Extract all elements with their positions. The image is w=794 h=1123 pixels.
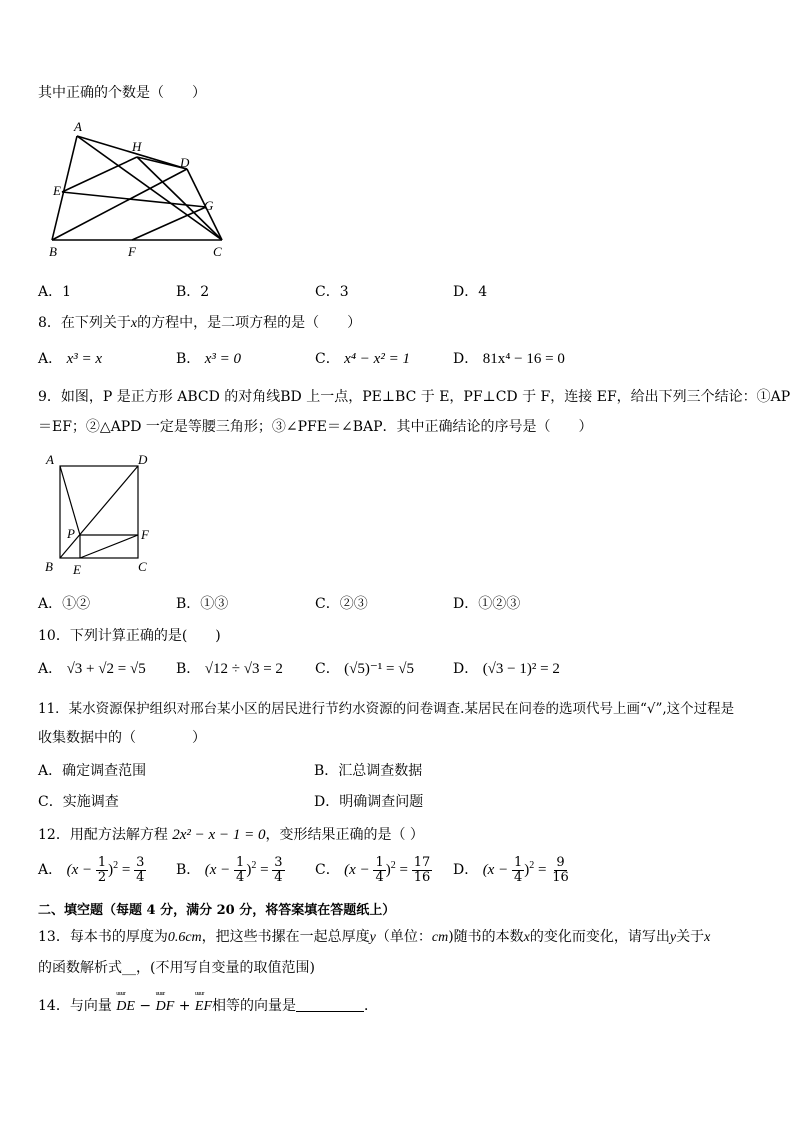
q10-option-d: D． (√3 − 1)² = 2 <box>453 661 560 677</box>
question-14: 14．与向量 uuur DE − uuur DF + uuur EF相等的向量是 ． <box>38 995 378 1015</box>
fig1-label-A: A <box>74 119 82 134</box>
q9-option-c: C．②③ <box>315 596 368 612</box>
vector-ef: uuur EF <box>195 999 212 1015</box>
q12-option-a: A． (x − $\frac{1}{2}$ )$^2$ = $\frac{3}{4}$ <box>38 855 145 885</box>
question-9-line2: ＝EF；②△APD 一定是等腰三角形；③∠PFE＝∠BAP．其中正确结论的序号是（ ） <box>38 419 593 435</box>
fig2-label-A: A <box>46 452 54 467</box>
fig2-label-C: C <box>138 559 147 574</box>
fig1-label-F: F <box>128 244 136 259</box>
q8-stem-pre: 8．在下列关于 <box>38 315 131 331</box>
vector-df: uuur DF <box>156 999 175 1015</box>
q11-option-b: B．汇总调查数据 <box>314 763 423 779</box>
option-c: C．3 <box>315 284 349 300</box>
question-11-line2: 收集数据中的（ ） <box>38 730 206 746</box>
q9-option-d: D．①②③ <box>453 596 521 612</box>
fig2-label-E: E <box>73 562 81 577</box>
fig2-label-F: F <box>141 527 149 542</box>
fig2-label-D: D <box>138 452 148 467</box>
option-a: A．1 <box>38 284 72 300</box>
q10-option-a: A． √3 + √2 = √5 <box>38 661 146 677</box>
q8-option-c: C． x⁴ − x² = 1 <box>315 351 410 367</box>
q12-option-c: C． (x − $\frac{1}{4}$ )$^2$ = $\frac{17}{16}$ <box>315 855 431 885</box>
answer-blank[interactable] <box>296 997 364 1012</box>
q12-option-d: D． (x − $\frac{1}{4}$ )$^2$ = $\frac{9}{16}$ <box>453 855 569 885</box>
fig1-label-G: G <box>204 198 214 213</box>
q10-option-b: B． √12 ÷ √3 = 2 <box>176 661 283 677</box>
q11-option-d: D．明确调查问题 <box>314 794 424 810</box>
q8-option-a: A． x³ = x <box>38 351 103 367</box>
q8-option-d: D． 81x⁴ − 16 = 0 <box>453 351 565 367</box>
q8-option-b: B． x³ = 0 <box>176 351 242 367</box>
fig1-label-C: C <box>213 244 222 259</box>
question-8-stem <box>38 312 361 332</box>
fig1-label-B: B <box>49 244 57 259</box>
fig1-label-D: D <box>180 155 190 170</box>
fig1-label-E: E <box>53 183 61 198</box>
figure-quadrilateral <box>40 118 240 262</box>
fig1-label-H: H <box>132 139 142 154</box>
q12-option-b: B． (x − $\frac{1}{4}$ )$^2$ = $\frac{3}{4}$ <box>176 855 283 885</box>
q11-option-c: C．实施调查 <box>38 794 119 810</box>
figure-square <box>40 450 160 578</box>
q9-option-b: B．①③ <box>176 596 229 612</box>
question-13-line2: 的函数解析式__，(不用写自变量的取值范围) <box>38 960 315 976</box>
q9-option-a: A．①② <box>38 596 91 612</box>
q11-option-a: A．确定调查范围 <box>38 763 147 779</box>
q10-option-c: C． (√5)⁻¹ = √5 <box>315 661 415 677</box>
option-d: D．4 <box>453 284 488 300</box>
q12-equation: 2x² − x − 1 = 0 <box>172 827 266 843</box>
q8-var: x <box>130 316 138 331</box>
question-9-line1: 9．如图，P 是正方形 ABCD 的对角线BD 上一点，PE⊥BC 于 E，PF⊥CD 于 F，连接 EF，给出下列三个结论：①AP <box>38 389 791 405</box>
question-11-line1: 11．某水资源保护组织对邢台某小区的居民进行节约水资源的问卷调查.某居民在问卷的选项代号上画“√”,这个过程是 <box>38 701 735 717</box>
q8-stem-post: 的方程中，是二项方程的是（ ） <box>137 315 362 331</box>
intro-question-line: 其中正确的个数是（ ） <box>38 85 206 101</box>
section-2-heading: 二、填空题（每题 4 分，满分 20 分，将答案填在答题纸上） <box>38 903 396 918</box>
question-10-stem: 10．下列计算正确的是( ) <box>38 628 221 644</box>
question-13-line1: 13．每本书的厚度为0.6cm，把这些书摞在一起总厚度y（单位：cm)随书的本数x的变化而变化，请写出y关于x <box>38 929 711 945</box>
option-b: B．2 <box>176 284 210 300</box>
question-12-stem: 12．用配方法解方程 2x² − x − 1 = 0，变形结果正确的是（ ） <box>38 827 424 843</box>
fig2-label-B: B <box>45 559 53 574</box>
fig2-label-P: P <box>67 526 75 541</box>
vector-de: uuur DE <box>116 999 135 1015</box>
